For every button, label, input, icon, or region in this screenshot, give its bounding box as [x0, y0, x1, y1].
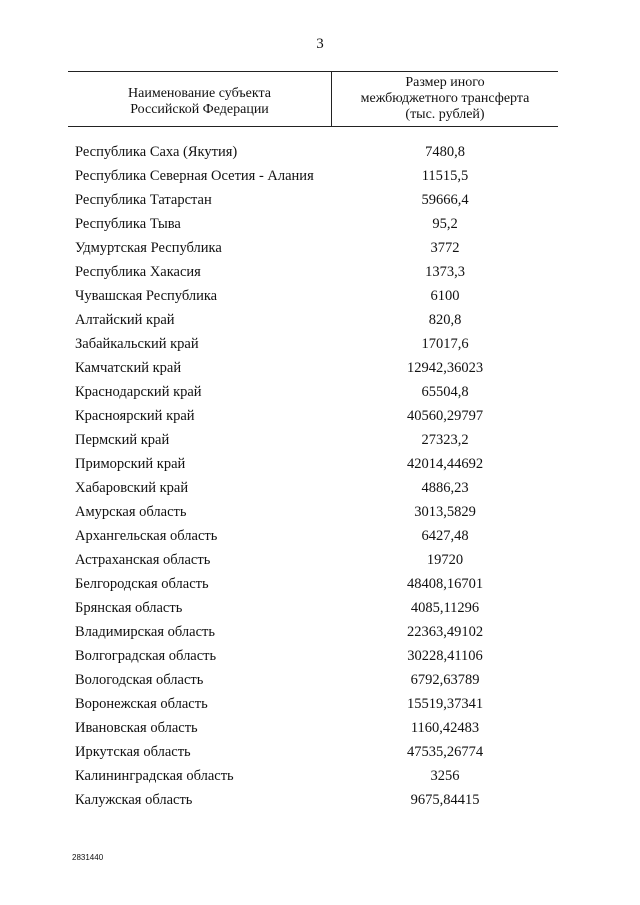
- subject-name: Алтайский край: [75, 312, 175, 328]
- transfer-amount: 4085,11296: [410, 600, 480, 616]
- subject-name: Чувашская Республика: [75, 288, 218, 304]
- subject-name: Астраханская область: [75, 552, 211, 568]
- table-row: [0, 428, 640, 452]
- subject-name: Архангельская область: [75, 528, 218, 544]
- transfer-amount: 59666,4: [421, 192, 469, 208]
- transfer-amount: 9675,84415: [410, 792, 480, 808]
- table-row: [0, 380, 640, 404]
- header-transfer-amount: [332, 75, 558, 123]
- transfer-amount: 22363,49102: [406, 624, 484, 640]
- table-row: [0, 548, 640, 572]
- table-row: [0, 164, 640, 188]
- subject-name: Воронежская область: [75, 696, 208, 712]
- transfer-amount: 4886,23: [421, 480, 469, 496]
- table-row: [0, 308, 640, 332]
- transfer-amount: 27323,2: [421, 432, 469, 448]
- page-number: 3: [316, 36, 324, 52]
- document-id: 2831440: [72, 853, 104, 862]
- table-row: [0, 644, 640, 668]
- table-header: [68, 71, 558, 127]
- table-row: [0, 500, 640, 524]
- header-subject-line: Наименование субъекта: [128, 86, 271, 101]
- subject-name: Республика Саха (Якутия): [75, 144, 238, 160]
- table-row: [0, 404, 640, 428]
- subject-name: Иркутская область: [75, 744, 191, 760]
- subject-name: Калужская область: [75, 792, 193, 808]
- table-row: [0, 476, 640, 500]
- table-row: [0, 236, 640, 260]
- subject-name: Камчатский край: [75, 360, 182, 376]
- subject-name: Калининградская область: [75, 768, 234, 784]
- table-row: [0, 572, 640, 596]
- header-amount-line: Размер иного: [405, 75, 485, 90]
- subject-name: Владимирская область: [75, 624, 215, 640]
- transfer-amount: 42014,44692: [406, 456, 484, 472]
- table-row: [0, 332, 640, 356]
- table-row: [0, 356, 640, 380]
- table-row: [0, 692, 640, 716]
- transfer-amount: 3256: [430, 768, 460, 784]
- table-row: [0, 740, 640, 764]
- transfer-amount: 95,2: [432, 216, 458, 232]
- transfer-amount: 48408,16701: [406, 576, 484, 592]
- header-subject-name: [68, 86, 331, 118]
- transfer-amount: 30228,41106: [407, 648, 483, 664]
- table-row: [0, 284, 640, 308]
- transfer-amount: 3772: [430, 240, 460, 256]
- table-row: [0, 788, 640, 812]
- transfer-amount: 6427,48: [421, 528, 469, 544]
- header-amount-line: (тыс. рублей): [405, 107, 485, 122]
- subject-name: Республика Татарстан: [75, 192, 212, 208]
- subject-name: Удмуртская Республика: [75, 240, 222, 256]
- subject-name: Вологодская область: [75, 672, 204, 688]
- table-row: [0, 212, 640, 236]
- transfer-amount: 47535,26774: [406, 744, 484, 760]
- transfer-amount: 15519,37341: [406, 696, 484, 712]
- transfer-amount: 6100: [430, 288, 460, 304]
- table-row: [0, 188, 640, 212]
- subject-name: Республика Северная Осетия - Алания: [75, 168, 314, 184]
- transfer-amount: 12942,36023: [406, 360, 484, 376]
- transfer-amount: 40560,29797: [406, 408, 484, 424]
- subject-name: Ивановская область: [75, 720, 198, 736]
- transfer-amount: 19720: [426, 552, 464, 568]
- subject-name: Забайкальский край: [75, 336, 199, 352]
- header-subject-line: Российской Федерации: [130, 102, 269, 117]
- subject-name: Брянская область: [75, 600, 183, 616]
- table-row: [0, 764, 640, 788]
- transfer-amount: 65504,8: [421, 384, 469, 400]
- subject-name: Краснодарский край: [75, 384, 202, 400]
- subject-name: Республика Хакасия: [75, 264, 201, 280]
- subject-name: Белгородская область: [75, 576, 209, 592]
- subject-name: Волгоградская область: [75, 648, 217, 664]
- transfer-amount: 17017,6: [421, 336, 469, 352]
- subject-name: Пермский край: [75, 432, 170, 448]
- table-row: [0, 716, 640, 740]
- transfer-amount: 11515,5: [421, 168, 469, 184]
- subject-name: Амурская область: [75, 504, 187, 520]
- transfer-amount: 1160,42483: [410, 720, 480, 736]
- table-row: [0, 668, 640, 692]
- transfer-amount: 3013,5829: [414, 504, 476, 520]
- table-row: [0, 260, 640, 284]
- header-amount-line: межбюджетного трансферта: [360, 91, 530, 106]
- table-row: [0, 596, 640, 620]
- subject-name: Республика Тыва: [75, 216, 181, 232]
- transfer-amount: 6792,63789: [410, 672, 480, 688]
- transfer-amount: 820,8: [428, 312, 462, 328]
- table-row: [0, 524, 640, 548]
- transfer-amount: 1373,3: [425, 264, 465, 280]
- subject-name: Хабаровский край: [75, 480, 189, 496]
- table-row: [0, 452, 640, 476]
- subject-name: Красноярский край: [75, 408, 195, 424]
- table-row: [0, 140, 640, 164]
- table-body: [0, 140, 640, 812]
- subject-name: Приморский край: [75, 456, 186, 472]
- transfer-amount: 7480,8: [425, 144, 465, 160]
- table-row: [0, 620, 640, 644]
